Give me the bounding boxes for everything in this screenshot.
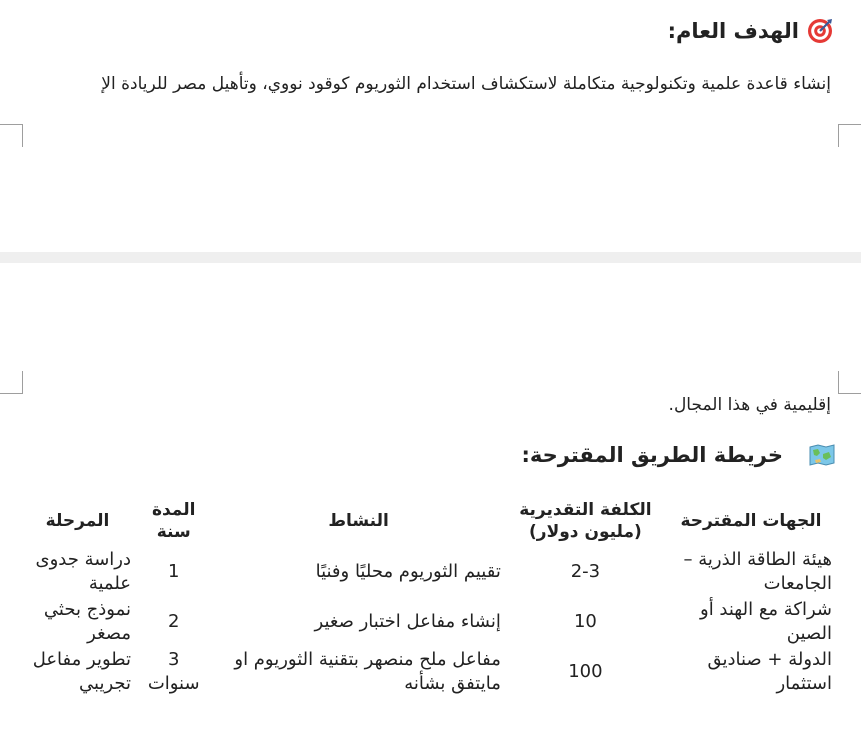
header-cost: الكلفة التقديرية (مليون دولار) <box>519 500 652 542</box>
document-page-bottom <box>0 263 861 753</box>
cell-entities: الدولة + صناديق استثمار <box>707 649 832 694</box>
cell-duration: 2 <box>167 611 180 632</box>
cell-cost: 100 <box>568 661 603 682</box>
roadmap-title: خريطة الطريق المقترحة: <box>521 443 783 467</box>
cell-duration: 3 سنوات <box>147 649 200 694</box>
goal-text: إنشاء قاعدة علمية وتكنولوجية متكاملة لاستكشاف استخدام الثوريوم كوقود نووي، وتأهيل مصر للريادة الإ <box>101 74 831 94</box>
table-header-row <box>18 495 838 547</box>
header-stage: المرحلة <box>45 511 110 531</box>
table-row <box>18 647 838 697</box>
cell-stage: دراسة جدوى علمية <box>35 549 132 594</box>
page-corner-mark <box>0 124 23 147</box>
page-corner-mark <box>0 371 23 394</box>
target-icon <box>807 18 833 44</box>
cell-activity: تقييم الثوريوم محليًا وفنيًا <box>315 561 501 582</box>
header-entities: الجهات المقترحة <box>680 511 822 531</box>
map-icon <box>809 444 835 466</box>
cell-stage: تطوير مفاعل تجريبي <box>32 649 132 694</box>
table-row <box>18 547 838 597</box>
cell-entities: هيئة الطاقة الذرية – الجامعات <box>683 549 832 594</box>
goal-heading <box>668 18 833 44</box>
document-page-top <box>0 0 861 252</box>
page-separator <box>0 252 861 263</box>
cell-cost: 10 <box>573 611 597 632</box>
header-activity: النشاط <box>328 511 389 531</box>
goal-text-continued: إقليمية في هذا المجال. <box>668 395 831 415</box>
header-duration: المدة سنة <box>151 500 196 542</box>
table-row <box>18 597 838 647</box>
cell-activity: مفاعل ملح منصهر بتقنية الثوريوم او مايتفق بشأنه <box>234 649 501 694</box>
cell-duration: 1 <box>167 561 180 582</box>
cell-activity: إنشاء مفاعل اختبار صغير <box>314 611 501 632</box>
goal-title: الهدف العام: <box>667 19 799 43</box>
cell-stage: نموذج بحثي مصغر <box>43 599 132 644</box>
roadmap-table <box>18 495 838 697</box>
roadmap-heading <box>522 443 836 467</box>
page-corner-mark <box>838 124 861 147</box>
cell-entities: شراكة مع الهند أو الصين <box>700 599 832 644</box>
cell-cost: 2-3 <box>570 561 601 582</box>
page-corner-mark <box>838 371 861 394</box>
